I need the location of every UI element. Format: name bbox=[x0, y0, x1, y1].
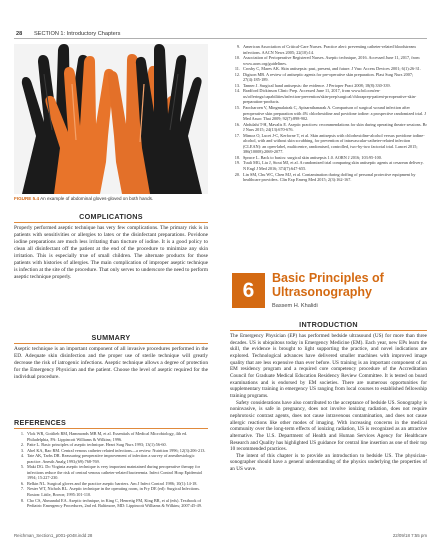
reference-number: 6. bbox=[20, 480, 24, 486]
reference-number: 20. bbox=[234, 171, 240, 177]
footer-file-info: Reichman_Section1_p001-p048.indd 28 bbox=[14, 533, 93, 538]
reference-item bbox=[230, 44, 427, 55]
chapter-title bbox=[272, 271, 384, 299]
reference-item bbox=[230, 133, 427, 155]
complications-rule bbox=[14, 222, 208, 223]
reference-number: 11. bbox=[234, 66, 240, 72]
chapter-title-line-1: Basic Principles of bbox=[272, 271, 384, 285]
reference-text: Digison MB. A review of antiseptic agents for pre-operative skin preparation. Plast Surg Nurs 2007; 27(4):185-189. bbox=[243, 71, 414, 83]
chapter-number: 6 bbox=[242, 278, 255, 302]
reference-number: 16. bbox=[234, 121, 240, 127]
reference-item bbox=[230, 105, 427, 122]
reference-item bbox=[14, 431, 208, 442]
reference-number: 2. bbox=[20, 442, 24, 448]
reference-number: 1. bbox=[20, 431, 24, 436]
summary-body bbox=[14, 346, 208, 381]
reference-text: Paocharoen V, Mingmalairak C, Apisarnthanarak A. Comparison of surgical wound infection after preoperative skin preparation with 4% chlorhexidine and povidone iodine: a prospective randomized trial. J Med Assoc Thai 2009; 92(7):898-902. bbox=[243, 105, 426, 122]
footer-timestamp: 22/09/18 7:55 pm bbox=[392, 533, 427, 538]
reference-item bbox=[230, 88, 427, 105]
introduction-heading: INTRODUCTION bbox=[299, 320, 358, 329]
reference-number: 12. bbox=[234, 71, 240, 77]
reference-number: 8. bbox=[20, 497, 24, 503]
reference-number: 4. bbox=[20, 453, 24, 459]
figure-gloves-photo bbox=[14, 44, 208, 194]
reference-text: Maki DG. Do Virginia aseptic technique is very important maintained during peroperative therapy for infections reduce the risk of central venous catheter-related bacteremia. Infect Control Hosp Epidemiol 1994; 15:227-230. bbox=[27, 464, 203, 481]
figure-caption bbox=[14, 196, 153, 201]
reference-text: Vlok WR, Gottlieb RM, Hammonds MB M, et al. Essentials of Medical Microbiology, 4th ed. Philadelphia, PA: Lippincott Williams & Wilkins; 1996. bbox=[27, 431, 188, 442]
complications-heading: COMPLICATIONS bbox=[79, 212, 143, 221]
reference-text: Bradford Dickinson Clinic Prep. Accessed June 11, 2017, from www.bd.com/en-us/offerings/capabilities/infection-prevention/skin-prep/surgical/chloraprep-patient-preoperative-skin-preparation-products. bbox=[243, 88, 417, 105]
reference-text: Abdulahi T-H, Mavalis E. Aseptic practices: recommendations for skin during operating theatre sessions. Br J Nurs 2015; 24(13):670-676. bbox=[243, 121, 427, 133]
gloves-illustration bbox=[14, 44, 208, 194]
complications-body bbox=[14, 225, 208, 281]
reference-text: American Association of Critical-Care Nurses. Practice alert: preventing catheter-related bloodstream infections. AACN News 2005; 22(10):14. bbox=[243, 44, 416, 55]
reference-number: 17. bbox=[234, 132, 240, 138]
references-list-right bbox=[230, 44, 427, 183]
summary-rule bbox=[14, 343, 208, 344]
chapter-number-box bbox=[232, 273, 265, 308]
reference-item bbox=[230, 122, 427, 133]
references-list-left bbox=[14, 431, 208, 509]
introduction-rule bbox=[230, 330, 427, 331]
introduction-paragraph-1: The Emergency Physician (EP) has performed bedside ultrasound (US) for more than three decades. US is ubiquitous today in Emergency Medicine (EM). Each year, new EPs learn the skill, the evidence is brought to light supporting the practice, and novel indications are explored. Technological advances have delivered smaller machines with improved image quality that are less expensive than ever before. US training is an important component of an EM residency program and a required core competency procedure of the Accreditation Council for Graduate Medical Education Residency Review Committee. It is tested on board examinations and is endorsed by EM societies. There are numerous opportunities for supplementary training in emergency US ranging from local courses to established fellowship training programs. bbox=[230, 333, 427, 399]
reference-text: Spruce L. Back to basics: surgical skin antisepsis 1.0. AORN J 2016; 103:95-100. bbox=[243, 154, 382, 160]
reference-number: 3. bbox=[20, 447, 24, 453]
reference-text: Cho CS, Ahmandal EA. Aseptic technique, in King C, Henretig FM, King BR, et al (eds). Textbook of Pediatric Emergency Procedures, 2nd ed. Baltimore, MD: Lippincott Williams & Wilkins; 2007:45-49. bbox=[27, 497, 202, 509]
reference-text: Abel KA, Rao RM. Central venous catheter related infections—a review. Nutrition 1996; 12(3):206-213. bbox=[27, 447, 206, 453]
reference-item bbox=[230, 172, 427, 183]
reference-item bbox=[14, 498, 208, 509]
reference-number: 15. bbox=[234, 105, 240, 111]
chapter-title-line-2: Ultrasonography bbox=[272, 285, 373, 299]
reference-item bbox=[230, 160, 427, 171]
references-rule bbox=[14, 428, 208, 429]
introduction-paragraph-2: Safety considerations have also contributed to the acceptance of bedside US. Sonography is noninvasive, is safe in pregnancy, does not involve ionizing radiation, does not require nephrotoxic contrast agents, does not cause intravenous contamination, and does not cause allergic reactions like other modes of imaging. With increasing concerns in the medical community over the long-term effects of ionizing radiation, US is recognized as an attractive alternative. The U.S. Department of Health and Human Services Agency for Healthcare Research and Quality has highlighted US guidance for central line insertion as one of their top 10 recommended practices. bbox=[230, 399, 427, 453]
reference-text: Belkin NL. Surgical gloves and the practice aseptic barriers. Am J Infect Control 1986; 10(1):14-18. bbox=[27, 480, 198, 486]
reference-text: Tuuli MG, Liu J, Stout MJ, et al. A randomized trial comparing skin antiseptic agents at cesarean delivery. N Engl J Med 2016; 374(7):647-655. bbox=[243, 160, 424, 172]
reference-number: 7. bbox=[20, 486, 24, 492]
reference-text: Patte L. Basic principles of aseptic technique. Heart Surg Nurs 1993; 13(1):56-60. bbox=[27, 442, 167, 448]
reference-text: Tate AK, Tarbs DR. Reassuring preoperative improvement of infection a survey of anesthesiologic practice. Anesth Analg 1993;(69):768-769. bbox=[27, 453, 195, 464]
reference-text: Nester WT, Nichols RL. Aseptic technique in the operating room, in Fry DE (ed): Surgical Infections. Boston: Little, Brown; 1995:101-110. bbox=[27, 486, 200, 498]
header-rule bbox=[14, 38, 427, 39]
reference-item bbox=[14, 486, 208, 497]
reference-text: Crosby C, Mares AK. Skin antisepsis: past, present, and future. J Vasc Access Devices 2001; 6(1):26-31. bbox=[243, 66, 421, 72]
figure-caption-label: FIGURE 5.4 bbox=[14, 196, 40, 201]
figure-caption-text: An example of abdominal gloves-gloved on both hands. bbox=[40, 196, 154, 201]
reference-number: 10. bbox=[234, 55, 240, 61]
reference-number: 9. bbox=[236, 44, 240, 49]
reference-number: 13. bbox=[234, 82, 240, 88]
reference-number: 19. bbox=[234, 160, 240, 166]
reference-text: Mimoz O, Lucet J-C, Kerforne T, et al. Skin antisepsis with chlorhexidine-alcohol versus povidone iodine-alcohol, with and without skin scrubbing, for prevention of intravascular-catheter-related infection (CLEAN): an open-label, multicentre, randomised, controlled, two-by-two factorial trial. Lancet 2015; 386(10008):2069-2077. bbox=[243, 132, 425, 155]
chapter-author: Bassem H. Khalidi bbox=[272, 303, 318, 309]
reference-item bbox=[14, 453, 208, 464]
reference-text: Lin SM, Chu WC, Chen MJ, et al. Contamination during doffing of personal protective equipment by healthcare providers. Clin Exp Emerg Med 2015; 2(3):162-167. bbox=[243, 171, 416, 183]
summary-heading: SUMMARY bbox=[91, 333, 131, 342]
reference-text: Tanner J. Surgical hand antisepsis: the evidence. J Perioper Pract 2008; 18(8):330-339. bbox=[243, 82, 391, 88]
reference-number: 18. bbox=[234, 154, 240, 160]
reference-number: 5. bbox=[20, 464, 24, 470]
references-heading: REFERENCES bbox=[14, 418, 67, 427]
reference-text: Association of Perioperative Registered Nurses. Aseptic technique, 2016. Accessed June 11, 2017, from www.aorn.org/guidelines. bbox=[243, 55, 420, 66]
introduction-body bbox=[230, 333, 427, 473]
reference-item bbox=[230, 55, 427, 66]
page-number: 28 bbox=[16, 31, 23, 37]
introduction-paragraph-3: The intent of this chapter is to provide an introduction to bedside US. The physician-sonographer should have a general understanding of the physics underlying the properties of an US wave. bbox=[230, 452, 427, 473]
reference-item bbox=[230, 72, 427, 83]
reference-number: 14. bbox=[234, 88, 240, 94]
running-head: SECTION 1: Introductory Chapters bbox=[34, 31, 121, 37]
complications-paragraph: Properly performed aseptic technique has very few complications. The primary risk is in patients with sensitivities or allergies to latex or the disinfectant preparations. Povidone iodine preparations are much less irritating than tincture of iodine. It is a good policy to clean all disinfectant off the patient at the end of the procedure to minimize any skin irritation. This is especially true of small children. The alternate products for those patients with histories of allergies. The main complication of improper aseptic technique is infection at the site of the procedure. That only serves to underscore the need to perform aseptic technique properly. bbox=[14, 225, 208, 281]
summary-paragraph: Aseptic technique is an important component of all invasive procedures performed in the ED. Adequate skin disinfection and the proper use of sterile technique will greatly decrease the risk of iatrogenic infections. Aseptic technique allows a degree of protection for the Emergency Physician and the patient. Choose the level of aseptic required for the individual procedure. bbox=[14, 346, 208, 381]
reference-item bbox=[14, 464, 208, 481]
